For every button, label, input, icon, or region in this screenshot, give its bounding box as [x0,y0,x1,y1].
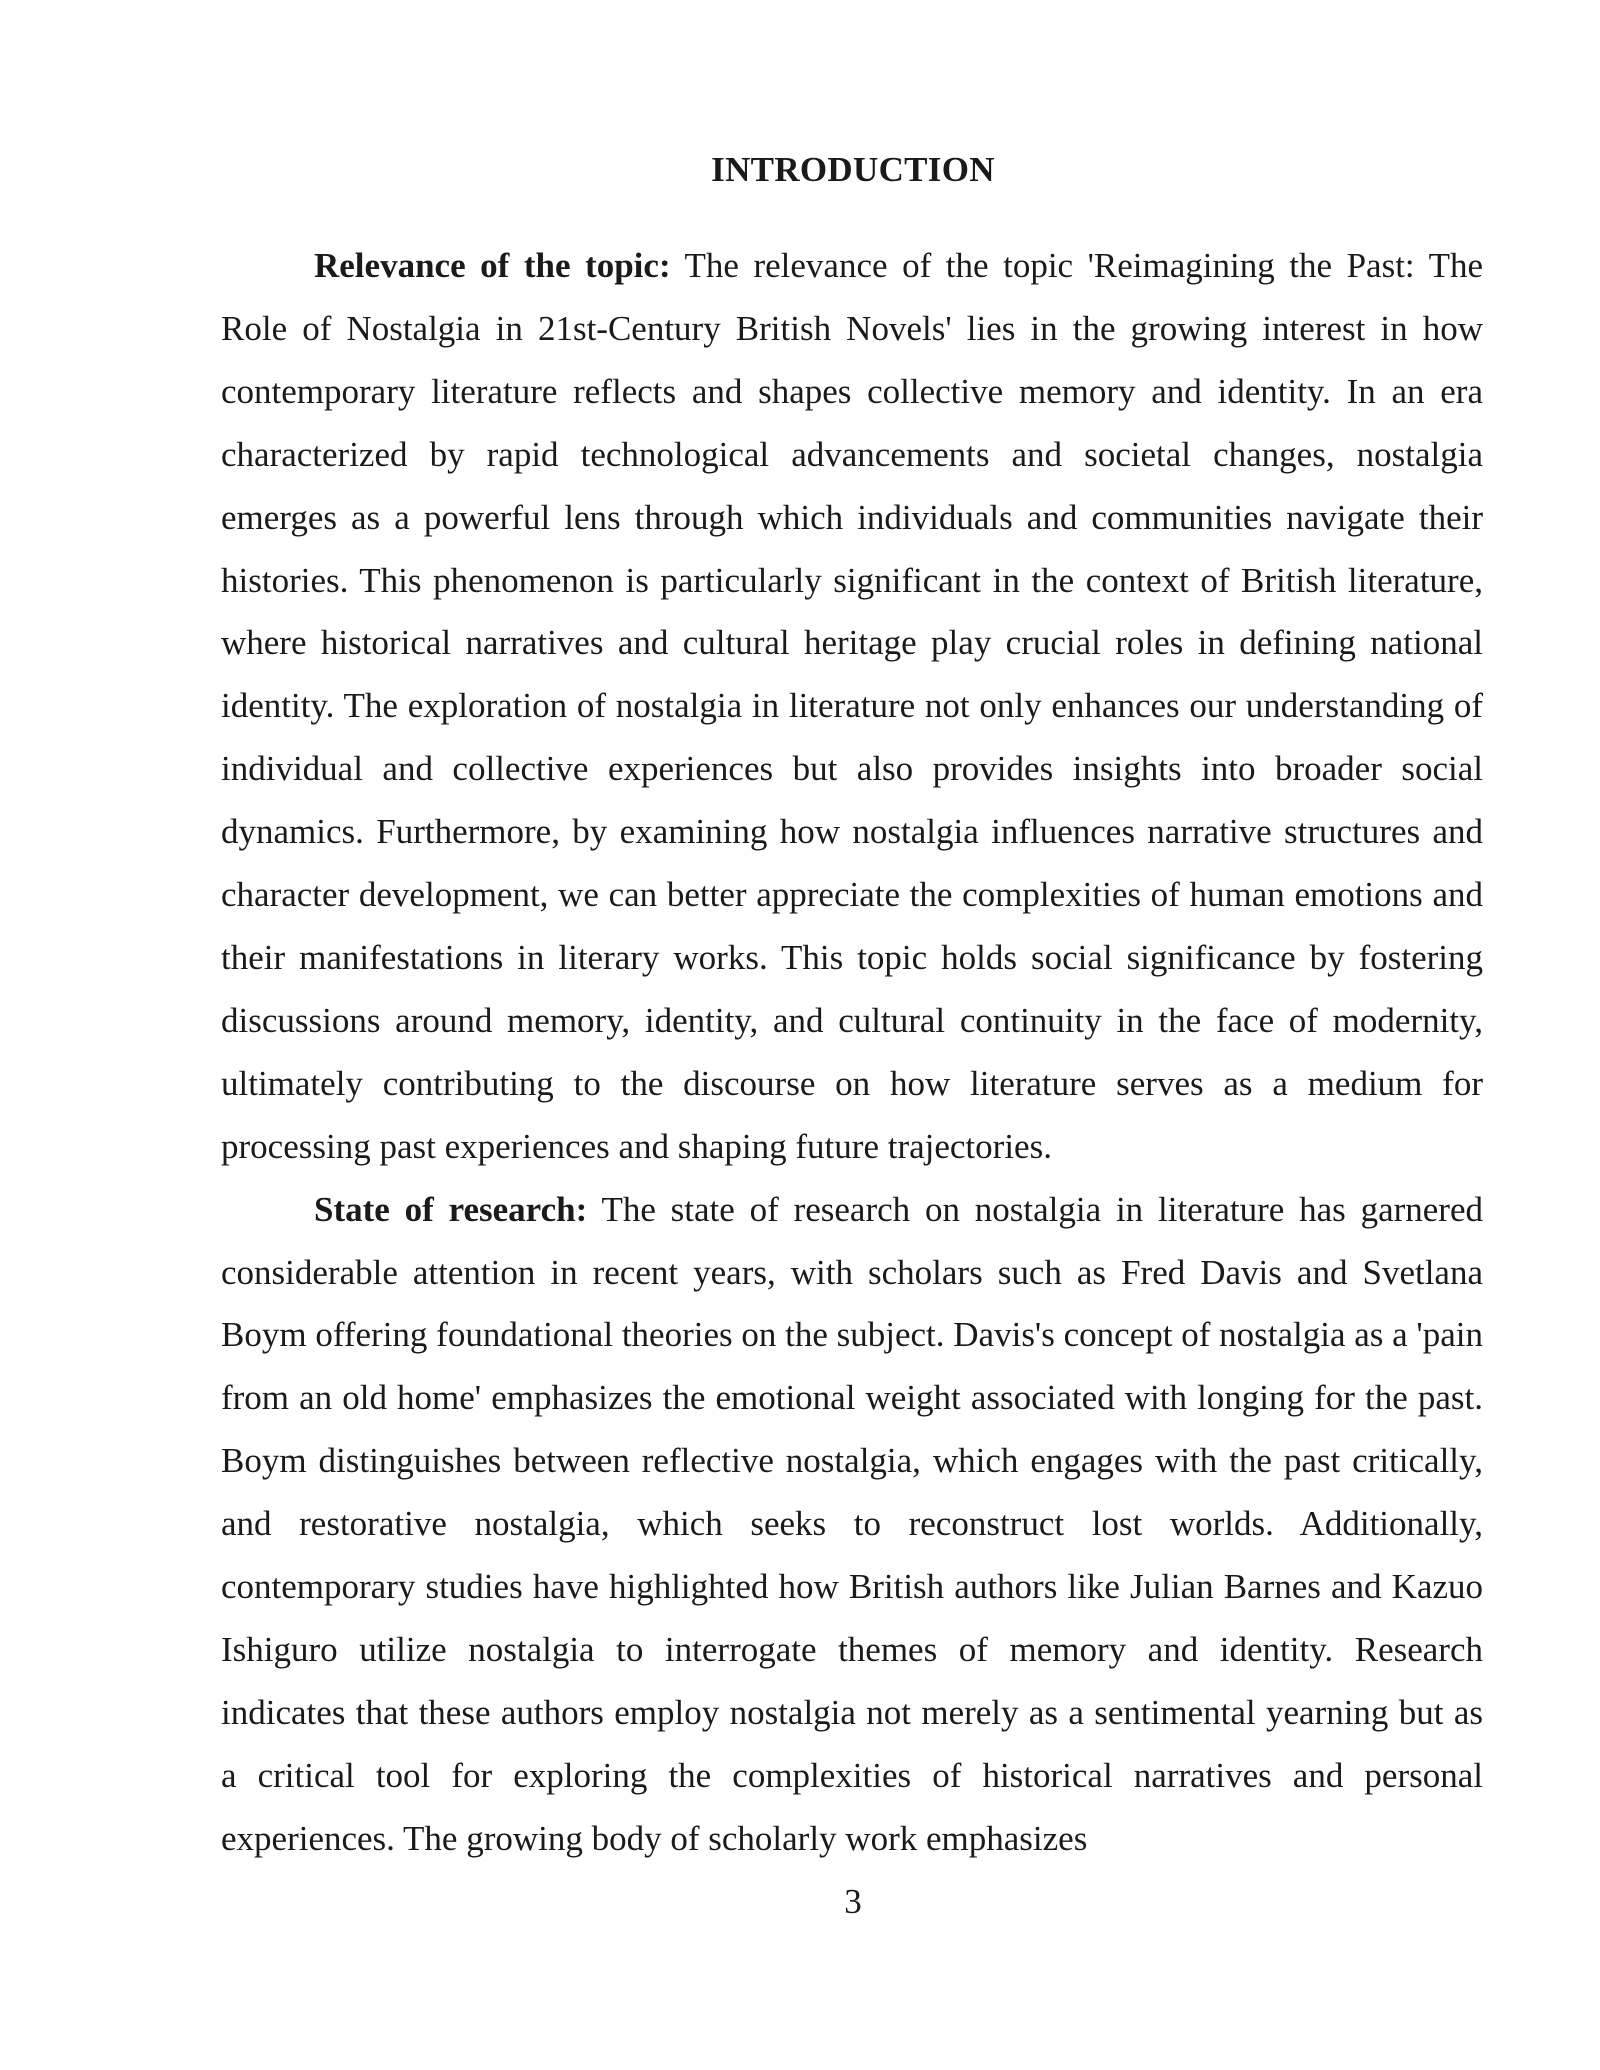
paragraph-lead: State of research: [314,1189,588,1229]
page-title: INTRODUCTION [711,150,995,189]
paragraph-lead: Relevance of the topic: [314,246,671,285]
body-text [221,235,1483,1871]
page-number: 3 [844,1882,862,1921]
paragraph-text: The relevance of the topic 'Reimagining the Past: The Role of Nostalgia in 21st-Century British Novels' lies in the growing interest in how contemporary literature reflects and shapes collective memory and identity. In an era characterized by rapid technological advancements and societal changes, nostalgia emerges as a powerful lens through which individuals and communities navigate their histories. This phenomenon is particularly significant in the context of British literature, where historical narratives and cultural heritage play crucial roles in defining national identity. The exploration of nostalgia in literature not only enhances our understanding of individual and collective experiences but also provides insights into broader social dynamics. Furthermore, by examining how nostalgia influences narrative structures and character development, we can better appreciate the complexities of human emotions and their manifestations in literary works. This topic holds social significance by fostering discussions around memory, identity, and cultural continuity in the face of modernity, ultimately contributing to the discourse on how literature serves as a medium for processing past experiences and shaping future trajectories. [221,246,1483,1166]
paragraph-text: The state of research on nostalgia in literature has garnered considerable attention in recent years, with scholars such as Fred Davis and Svetlana Boym offering foundational theories on the subject. Davis's concept of nostalgia as a 'pain from an old home' emphasizes the emotional weight associated with longing for the past. Boym distinguishes between reflective nostalgia, which engages with the past critically, and restorative nostalgia, which seeks to reconstruct lost worlds. Additionally, contemporary studies have highlighted how British authors like Julian Barnes and Kazuo Ishiguro utilize nostalgia to interrogate themes of memory and identity. Research indicates that these authors employ nostalgia not merely as a sentimental yearning but as a critical tool for exploring the complexities of historical narratives and personal experiences. The growing body of scholarly work emphasizes [221,1189,1483,1858]
paragraph-state-of-research [221,1179,1483,1871]
paragraph-relevance [221,235,1483,1179]
